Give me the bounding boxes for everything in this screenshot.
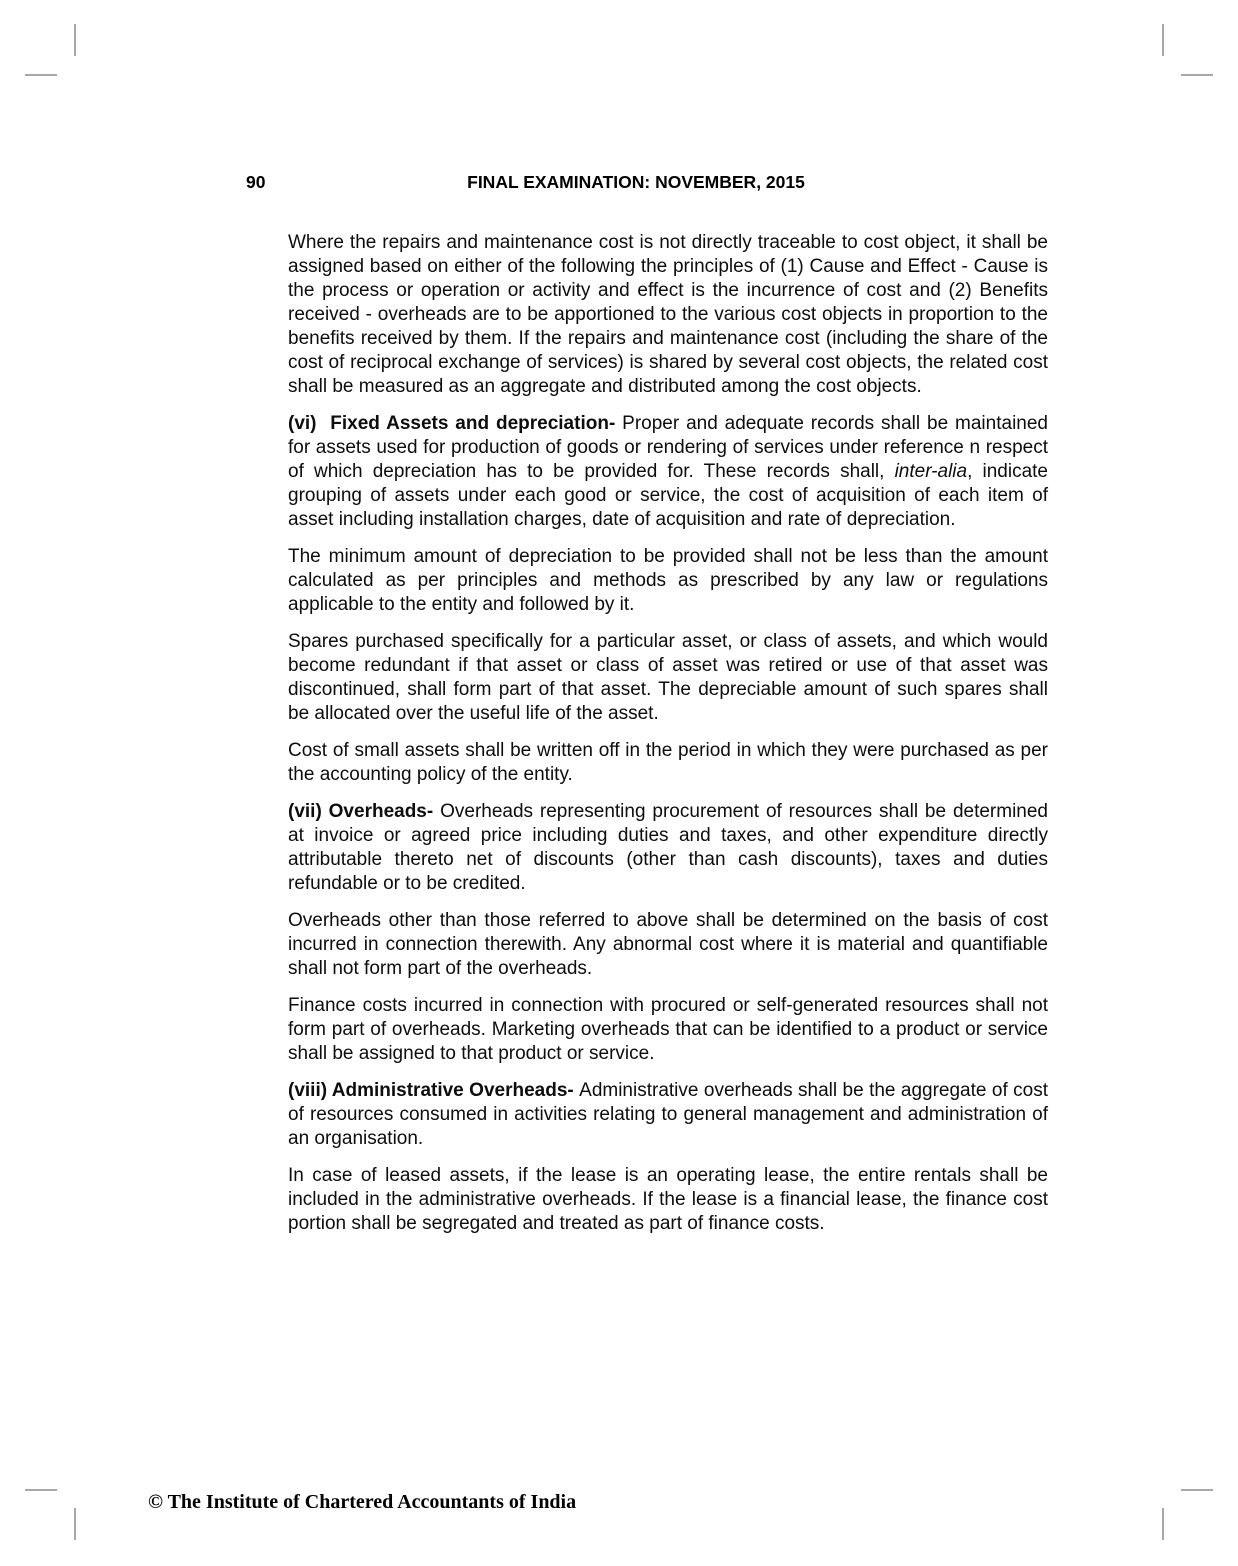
crop-mark-bottom-left-horizontal [25, 1489, 57, 1491]
text-segment: (viii) Administrative Overheads- [288, 1080, 580, 1101]
paragraph [288, 994, 1048, 1066]
text-segment: Proper and adequate records shall be maintained for assets used for production of goods or rendering of services under reference n respect of which depreciation has to be provided for. These records shall, [288, 413, 1048, 482]
header-title: FINAL EXAMINATION: NOVEMBER, 2015 [467, 172, 805, 192]
text-segment: Spares purchased specifically for a particular asset, or class of assets, and which would become redundant if that asset or class of asset was retired or use of that asset was discontinued, shall form part of that asset. The depreciable amount of such spares shall be allocated over the useful life of the asset. [288, 631, 1048, 724]
paragraph [288, 909, 1048, 981]
text-segment: Overheads other than those referred to above shall be determined on the basis of cost incurred in connection therewith. Any abnormal cost where it is material and quantifiable shall not form part of the overheads. [288, 910, 1048, 979]
paragraph [288, 800, 1048, 896]
copyright-footer: © The Institute of Chartered Accountants of India [148, 1491, 577, 1513]
paragraph [288, 739, 1048, 787]
document-body [288, 231, 1048, 1249]
crop-mark-bottom-left-vertical [74, 1508, 76, 1540]
text-segment: The minimum amount of depreciation to be provided shall not be less than the amount calculated as per principles and methods as prescribed by any law or regulations applicable to the entity and followed by it. [288, 546, 1048, 615]
paragraph [288, 412, 1048, 532]
text-segment: Cost of small assets shall be written off in the period in which they were purchased as per the accounting policy of the entity. [288, 740, 1048, 785]
text-segment: Finance costs incurred in connection with procured or self-generated resources shall not form part of overheads. Marketing overheads that can be identified to a product or service shall be assigned to that product or service. [288, 995, 1048, 1064]
text-segment: Overheads representing procurement of resources shall be determined at invoice or agreed price including duties and taxes, and other expenditure directly attributable thereto net of discounts (other than cash discounts), taxes and duties refundable or to be credited. [288, 801, 1048, 894]
crop-mark-top-right-horizontal [1181, 74, 1213, 76]
paragraph [288, 1079, 1048, 1151]
paragraph [288, 231, 1048, 399]
crop-mark-top-left-horizontal [25, 74, 57, 76]
text-segment: In case of leased assets, if the lease is an operating lease, the entire rentals shall be included in the administrative overheads. If the lease is a financial lease, the finance cost portion shall be segregated and treated as part of finance costs. [288, 1165, 1048, 1234]
page-header [246, 172, 1026, 192]
crop-mark-top-left-vertical [74, 24, 76, 56]
crop-mark-bottom-right-horizontal [1181, 1489, 1213, 1491]
text-segment: , indicate grouping of assets under each good or service, the cost of acquisition of each item of asset including installation charges, date of acquisition and rate of depreciation. [288, 461, 1049, 530]
text-segment: Where the repairs and maintenance cost is not directly traceable to cost object, it shall be assigned based on either of the following the principles of (1) Cause and Effect - Cause is the process or operation or activity and effect is the incurrence of cost and (2) Benefits received - overheads are to be apportioned to the various cost objects in proportion to the benefits received by them. If the repairs and maintenance cost (including the share of the cost of reciprocal exchange of services) is shared by several cost objects, the related cost shall be measured as an aggregate and distributed among the cost objects. [288, 232, 1048, 397]
text-segment: (vi) Fixed Assets and depreciation- [288, 413, 623, 434]
crop-mark-bottom-right-vertical [1162, 1508, 1164, 1540]
text-segment: inter-alia [894, 461, 968, 482]
text-segment: Administrative overheads shall be the aggregate of cost of resources consumed in activities relating to general management and administration of an organisation. [288, 1080, 1048, 1149]
page-number: 90 [246, 172, 266, 192]
text-segment: (vii) Overheads- [288, 801, 441, 822]
crop-mark-top-right-vertical [1162, 24, 1164, 56]
paragraph [288, 1164, 1048, 1236]
paragraph [288, 545, 1048, 617]
paragraph [288, 630, 1048, 726]
